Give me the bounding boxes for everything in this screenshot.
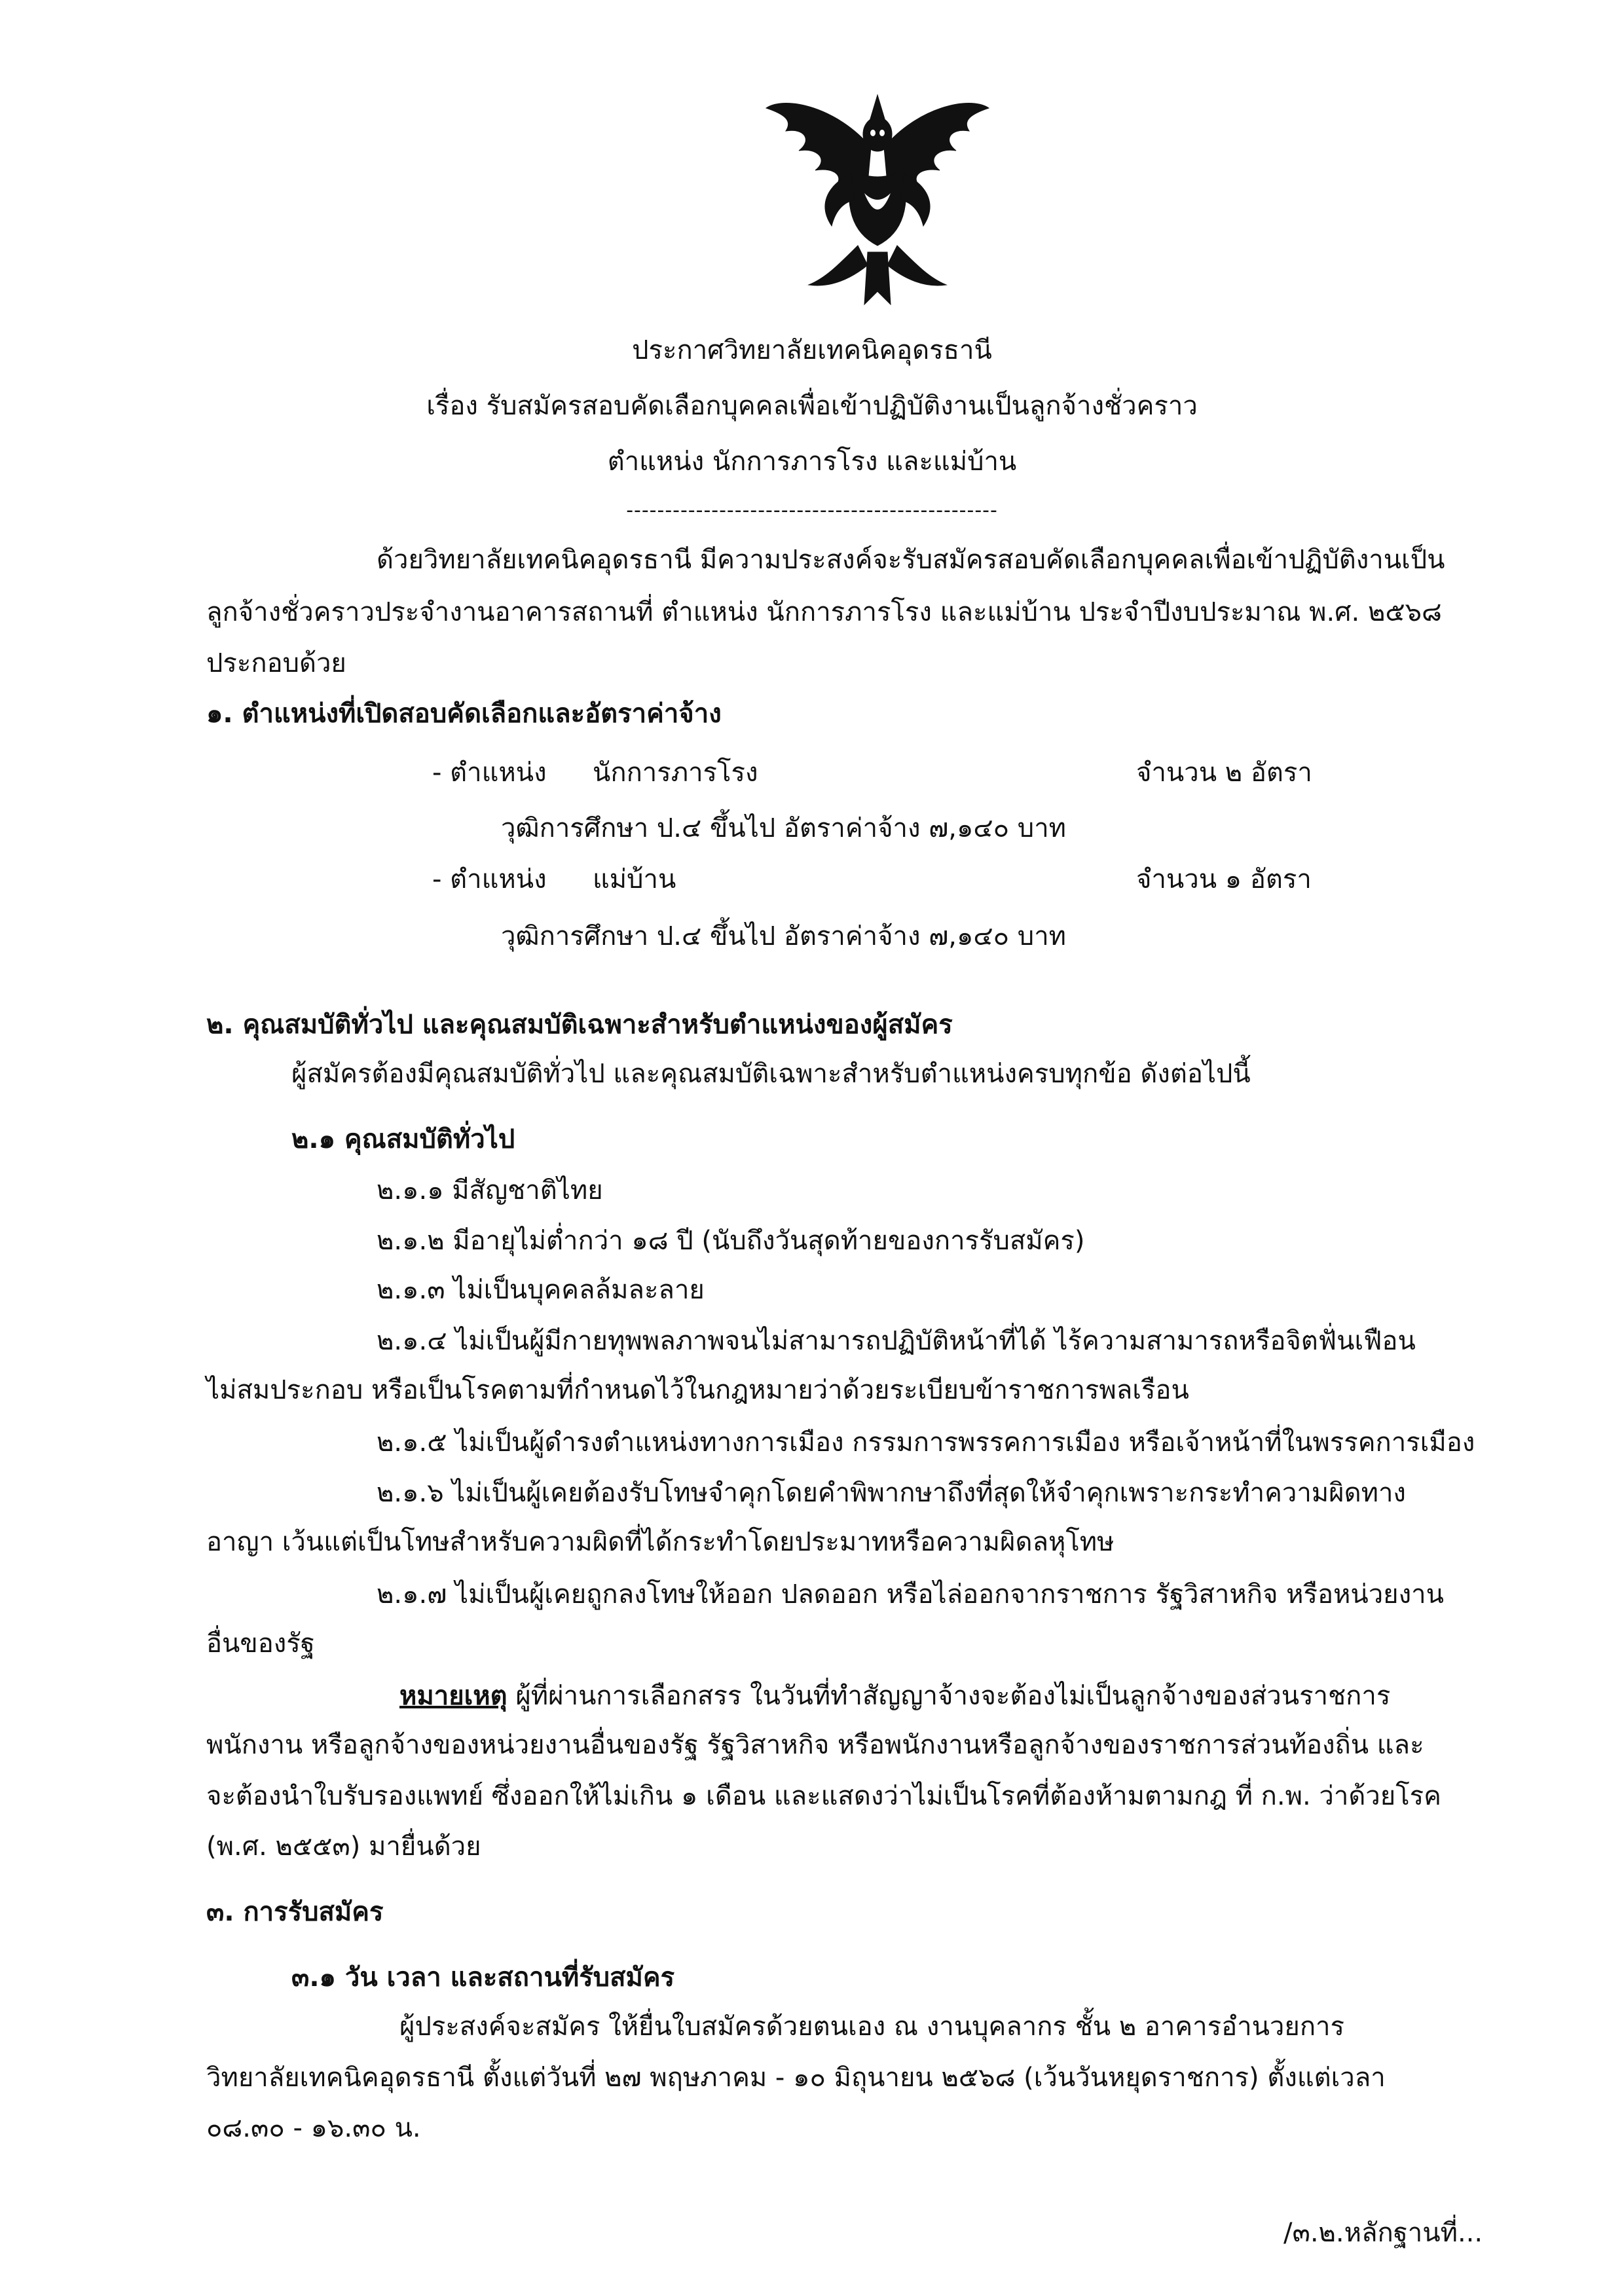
note-label: หมายเหตุ xyxy=(399,1681,507,1711)
section-3-1-heading: ๓.๑ วัน เวลา และสถานที่รับสมัคร xyxy=(291,1962,675,1993)
qualification-item-6-line-2: อาญา เว้นแต่เป็นโทษสำหรับความผิดที่ได้กระทำโดยประมาทหรือความผิดลหุโทษ xyxy=(206,1527,1115,1557)
garuda-emblem xyxy=(747,69,1008,331)
application-line-2: วิทยาลัยเทคนิคอุดรธานี ตั้งแต่วันที่ ๒๗ พฤษภาคม - ๑๐ มิถุนายน ๒๕๖๘ (เว้นวันหยุดราชการ) ตั้งแต่เวลา xyxy=(206,2063,1386,2093)
position-1-count: จำนวน ๒ อัตรา xyxy=(1136,758,1312,788)
position-1-requirement: วุฒิการศึกษา ป.๔ ขึ้นไป อัตราค่าจ้าง ๗,๑๔๐ บาท xyxy=(501,813,1067,843)
note-line-3: จะต้องนำใบรับรองแพทย์ ซึ่งออกให้ไม่เกิน ๑ เดือน และแสดงว่าไม่เป็นโรคที่ต้องห้ามตามกฎ ที่ ก.พ. ว่าด้วยโรค xyxy=(206,1781,1441,1811)
intro-line-1: ด้วยวิทยาลัยเทคนิคอุดรธานี มีความประสงค์จะรับสมัครสอบคัดเลือกบุคคลเพื่อเข้าปฏิบัติงานเป็น xyxy=(377,545,1445,575)
position-1-name: นักการภารโรง xyxy=(593,758,758,788)
qualification-item-5: ๒.๑.๕ ไม่เป็นผู้ดำรงตำแหน่งทางการเมือง กรรมการพรรคการเมือง หรือเจ้าหน้าที่ในพรรคการเมือง xyxy=(377,1428,1475,1458)
announcement-title: ประกาศวิทยาลัยเทคนิคอุดรธานี xyxy=(632,335,992,365)
announcement-subject: เรื่อง รับสมัครสอบคัดเลือกบุคคลเพื่อเข้าปฏิบัติงานเป็นลูกจ้างชั่วคราว xyxy=(426,391,1198,421)
announcement-position: ตำแหน่ง นักการภารโรง และแม่บ้าน xyxy=(607,447,1017,477)
title-divider: ------------------------------------------------ xyxy=(626,499,998,522)
position-2-count: จำนวน ๑ อัตรา xyxy=(1136,864,1312,894)
qualification-item-6-line-1: ๒.๑.๖ ไม่เป็นผู้เคยต้องรับโทษจำคุกโดยคำพิพากษาถึงที่สุดให้จำคุกเพราะกระทำความผิดทาง xyxy=(377,1478,1406,1508)
qualification-item-1: ๒.๑.๑ มีสัญชาติไทย xyxy=(377,1175,603,1206)
qualification-item-7-line-1: ๒.๑.๗ ไม่เป็นผู้เคยถูกลงโทษให้ออก ปลดออก หรือไล่ออกจากราชการ รัฐวิสาหกิจ หรือหน่วยงาน xyxy=(377,1579,1444,1610)
section-3-heading: ๓. การรับสมัคร xyxy=(206,1897,384,1927)
qualification-item-2: ๒.๑.๒ มีอายุไม่ต่ำกว่า ๑๘ ปี (นับถึงวันสุดท้ายของการรับสมัคร) xyxy=(377,1226,1085,1256)
qualification-item-3: ๒.๑.๓ ไม่เป็นบุคคลล้มละลาย xyxy=(377,1275,705,1305)
note-text: ผู้ที่ผ่านการเลือกสรร ในวันที่ทำสัญญาจ้างจะต้องไม่เป็นลูกจ้างของส่วนราชการ xyxy=(507,1681,1391,1711)
application-line-3: ๐๘.๓๐ - ๑๖.๓๐ น. xyxy=(206,2113,421,2143)
qualification-item-4-line-1: ๒.๑.๔ ไม่เป็นผู้มีกายทุพพลภาพจนไม่สามารถปฏิบัติหน้าที่ได้ ไร้ความสามารถหรือจิตฟั่นเฟือน xyxy=(377,1326,1416,1356)
section-2-intro: ผู้สมัครต้องมีคุณสมบัติทั่วไป และคุณสมบัติเฉพาะสำหรับตำแหน่งครบทุกข้อ ดังต่อไปนี้ xyxy=(291,1059,1251,1089)
section-1-heading: ๑. ตำแหน่งที่เปิดสอบคัดเลือกและอัตราค่าจ้าง xyxy=(206,699,722,729)
page-continuation: /๓.๒.หลักฐานที่... xyxy=(1283,2218,1483,2248)
position-2-label: - ตำแหน่ง xyxy=(432,864,547,894)
note-line-1 xyxy=(399,1683,1390,1709)
application-line-1: ผู้ประสงค์จะสมัคร ให้ยื่นใบสมัครด้วยตนเอง ณ งานบุคลากร ชั้น ๒ อาคารอำนวยการ xyxy=(399,2012,1344,2042)
section-2-1-heading: ๒.๑ คุณสมบัติทั่วไป xyxy=(291,1124,515,1154)
position-1-label: - ตำแหน่ง xyxy=(432,758,547,788)
intro-line-2: ลูกจ้างชั่วคราวประจำงานอาคารสถานที่ ตำแหน่ง นักการภารโรง และแม่บ้าน ประจำปีงบประมาณ พ.ศ. ๒๕๖๘ xyxy=(206,597,1442,627)
intro-line-3: ประกอบด้วย xyxy=(206,648,346,678)
qualification-item-7-line-2: อื่นของรัฐ xyxy=(206,1629,315,1659)
position-2-requirement: วุฒิการศึกษา ป.๔ ขึ้นไป อัตราค่าจ้าง ๗,๑๔๐ บาท xyxy=(501,921,1067,951)
section-2-heading: ๒. คุณสมบัติทั่วไป และคุณสมบัติเฉพาะสำหรับตำแหน่งของผู้สมัคร xyxy=(206,1010,953,1040)
position-2-name: แม่บ้าน xyxy=(593,864,676,894)
qualification-item-4-line-2: ไม่สมประกอบ หรือเป็นโรคตามที่กำหนดไว้ในกฎหมายว่าด้วยระเบียบข้าราชการพลเรือน xyxy=(206,1375,1189,1405)
note-line-2: พนักงาน หรือลูกจ้างของหน่วยงานอื่นของรัฐ รัฐวิสาหกิจ หรือพนักงานหรือลูกจ้างของราชการส่วนท้องถิ่น และ xyxy=(206,1730,1424,1760)
note-line-4: (พ.ศ. ๒๕๕๓) มายื่นด้วย xyxy=(206,1832,481,1862)
